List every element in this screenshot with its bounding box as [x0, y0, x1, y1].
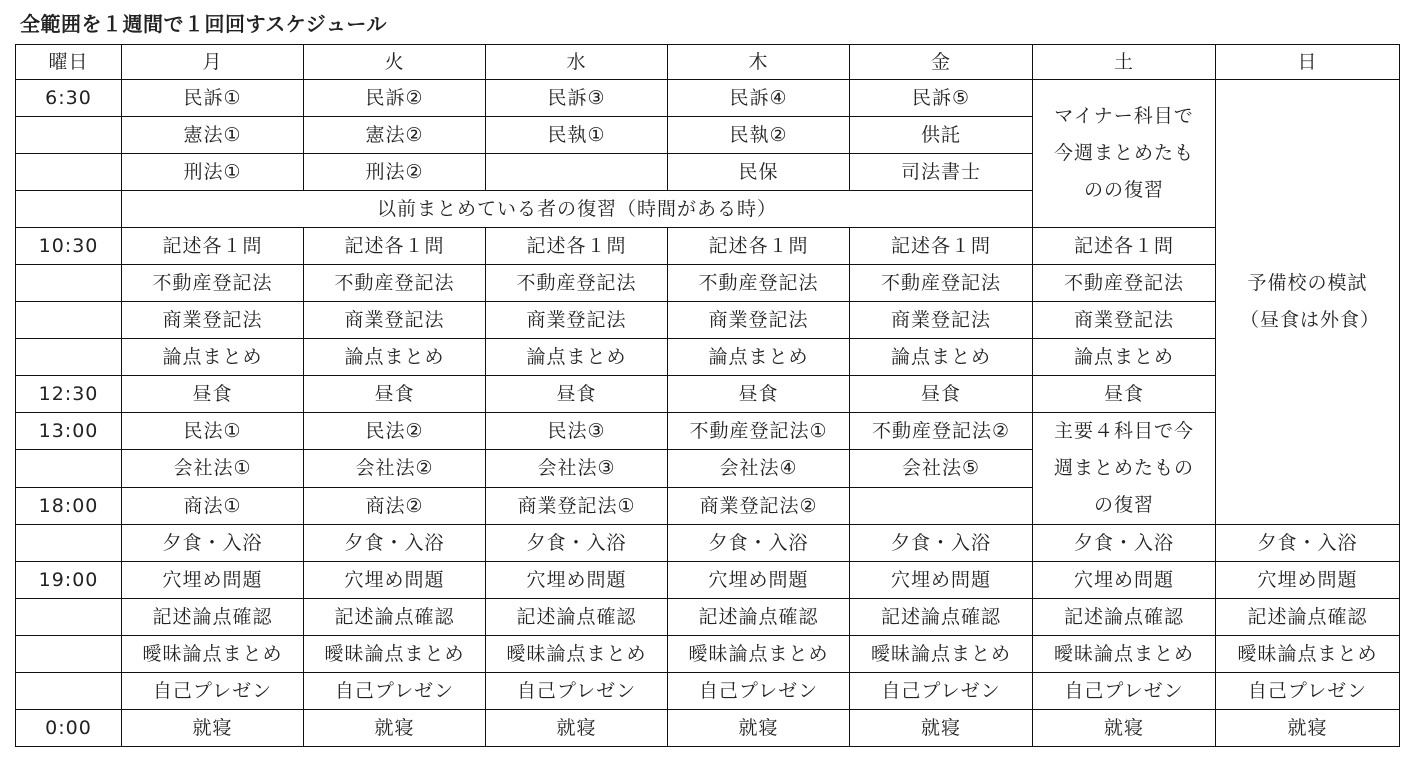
schedule-cell: 民執① — [486, 117, 668, 154]
table-row — [16, 636, 1400, 673]
schedule-cell: 論点まとめ — [1033, 339, 1216, 376]
header-cell: 月 — [122, 45, 304, 80]
table-row — [16, 80, 1400, 117]
schedule-cell: 供託 — [850, 117, 1033, 154]
header-cell: 曜日 — [16, 45, 122, 80]
schedule-cell: 記述各１問 — [1033, 228, 1216, 265]
schedule-cell: 不動産登記法① — [668, 413, 850, 450]
schedule-cell: 商業登記法 — [486, 302, 668, 339]
time-cell: 10:30 — [16, 228, 122, 265]
schedule-cell: 昼食 — [486, 376, 668, 413]
schedule-cell: 穴埋め問題 — [850, 562, 1033, 599]
time-cell — [16, 265, 122, 302]
schedule-cell: 商業登記法 — [122, 302, 304, 339]
time-cell — [16, 339, 122, 376]
schedule-cell: 穴埋め問題 — [1216, 562, 1400, 599]
schedule-table — [15, 44, 1400, 747]
schedule-cell: 民法① — [122, 413, 304, 450]
schedule-cell: 曖昧論点まとめ — [850, 636, 1033, 673]
header-cell: 金 — [850, 45, 1033, 80]
schedule-cell: 民訴② — [304, 80, 486, 117]
schedule-cell: 憲法② — [304, 117, 486, 154]
time-cell — [16, 302, 122, 339]
schedule-cell: 昼食 — [304, 376, 486, 413]
header-cell: 日 — [1216, 45, 1400, 80]
schedule-cell: 自己プレゼン — [486, 673, 668, 710]
header-row — [16, 45, 1400, 80]
saturday-major-review-cell: 主要４科目で今週まとめたものの復習 — [1033, 413, 1216, 525]
table-row — [16, 302, 1400, 339]
schedule-cell: 商法① — [122, 487, 304, 524]
schedule-cell: 曖昧論点まとめ — [122, 636, 304, 673]
schedule-cell: 刑法① — [122, 154, 304, 191]
schedule-cell: 自己プレゼン — [1216, 673, 1400, 710]
time-cell — [16, 191, 122, 228]
schedule-cell: 司法書士 — [850, 154, 1033, 191]
time-cell — [16, 673, 122, 710]
schedule-cell: 不動産登記法 — [850, 265, 1033, 302]
schedule-cell: 論点まとめ — [304, 339, 486, 376]
schedule-cell: 不動産登記法 — [668, 265, 850, 302]
time-cell — [16, 599, 122, 636]
schedule-cell — [850, 487, 1033, 524]
table-row — [16, 376, 1400, 413]
table-row — [16, 228, 1400, 265]
table-row — [16, 413, 1400, 450]
schedule-cell: 就寝 — [850, 710, 1033, 747]
schedule-cell: 夕食・入浴 — [122, 525, 304, 562]
schedule-cell: 刑法② — [304, 154, 486, 191]
schedule-cell: 就寝 — [304, 710, 486, 747]
schedule-cell: 就寝 — [1216, 710, 1400, 747]
schedule-cell: 記述論点確認 — [304, 599, 486, 636]
schedule-cell: 会社法④ — [668, 450, 850, 487]
schedule-cell: 記述論点確認 — [486, 599, 668, 636]
schedule-cell: 記述論点確認 — [122, 599, 304, 636]
schedule-cell: 曖昧論点まとめ — [1033, 636, 1216, 673]
schedule-cell: 会社法③ — [486, 450, 668, 487]
time-cell — [16, 450, 122, 487]
table-row — [16, 710, 1400, 747]
time-cell: 18:00 — [16, 487, 122, 524]
schedule-cell: 昼食 — [122, 376, 304, 413]
time-cell: 12:30 — [16, 376, 122, 413]
schedule-cell: 自己プレゼン — [1033, 673, 1216, 710]
schedule-cell: 民訴① — [122, 80, 304, 117]
schedule-cell: 記述各１問 — [850, 228, 1033, 265]
schedule-cell: 穴埋め問題 — [304, 562, 486, 599]
schedule-cell: 就寝 — [122, 710, 304, 747]
schedule-cell: 夕食・入浴 — [486, 525, 668, 562]
schedule-cell: 就寝 — [486, 710, 668, 747]
schedule-cell: 穴埋め問題 — [1033, 562, 1216, 599]
schedule-cell: 不動産登記法 — [304, 265, 486, 302]
schedule-cell: 会社法① — [122, 450, 304, 487]
schedule-cell: 会社法② — [304, 450, 486, 487]
review-span-cell: 以前まとめている者の復習（時間がある時） — [122, 191, 1033, 228]
schedule-cell: 会社法⑤ — [850, 450, 1033, 487]
sunday-mock-exam-cell: 予備校の模試（昼食は外食） — [1216, 80, 1400, 525]
schedule-cell: 不動産登記法 — [1033, 265, 1216, 302]
schedule-cell: 論点まとめ — [850, 339, 1033, 376]
table-row — [16, 265, 1400, 302]
schedule-cell: 曖昧論点まとめ — [1216, 636, 1400, 673]
schedule-cell: 穴埋め問題 — [668, 562, 850, 599]
schedule-cell: 自己プレゼン — [122, 673, 304, 710]
schedule-cell: 不動産登記法 — [122, 265, 304, 302]
header-cell: 水 — [486, 45, 668, 80]
table-row — [16, 673, 1400, 710]
schedule-cell: 民法② — [304, 413, 486, 450]
schedule-cell: 記述論点確認 — [668, 599, 850, 636]
schedule-cell: 自己プレゼン — [304, 673, 486, 710]
schedule-cell: 商業登記法 — [304, 302, 486, 339]
schedule-cell: 商業登記法 — [1033, 302, 1216, 339]
schedule-cell: 論点まとめ — [668, 339, 850, 376]
schedule-cell: 穴埋め問題 — [122, 562, 304, 599]
schedule-cell: 憲法① — [122, 117, 304, 154]
schedule-cell: 記述論点確認 — [850, 599, 1033, 636]
schedule-cell: 自己プレゼン — [850, 673, 1033, 710]
schedule-cell: 昼食 — [850, 376, 1033, 413]
table-row — [16, 562, 1400, 599]
time-cell — [16, 117, 122, 154]
table-row — [16, 339, 1400, 376]
schedule-cell — [486, 154, 668, 191]
schedule-cell: 記述各１問 — [304, 228, 486, 265]
schedule-cell: 民保 — [668, 154, 850, 191]
schedule-cell: 就寝 — [668, 710, 850, 747]
schedule-cell: 民訴⑤ — [850, 80, 1033, 117]
schedule-cell: 不動産登記法② — [850, 413, 1033, 450]
schedule-cell: 論点まとめ — [122, 339, 304, 376]
schedule-cell: 商業登記法② — [668, 487, 850, 524]
header-cell: 土 — [1033, 45, 1216, 80]
schedule-cell: 穴埋め問題 — [486, 562, 668, 599]
schedule-cell: 商法② — [304, 487, 486, 524]
time-cell: 0:00 — [16, 710, 122, 747]
header-cell: 木 — [668, 45, 850, 80]
schedule-cell: 商業登記法① — [486, 487, 668, 524]
time-cell — [16, 636, 122, 673]
schedule-cell: 昼食 — [668, 376, 850, 413]
schedule-cell: 就寝 — [1033, 710, 1216, 747]
time-cell — [16, 154, 122, 191]
schedule-cell: 記述各１問 — [668, 228, 850, 265]
schedule-cell: 曖昧論点まとめ — [304, 636, 486, 673]
schedule-cell: 昼食 — [1033, 376, 1216, 413]
schedule-cell: 夕食・入浴 — [1216, 525, 1400, 562]
schedule-cell: 不動産登記法 — [486, 265, 668, 302]
table-row — [16, 599, 1400, 636]
time-cell: 19:00 — [16, 562, 122, 599]
schedule-cell: 記述論点確認 — [1033, 599, 1216, 636]
schedule-cell: 民訴③ — [486, 80, 668, 117]
schedule-cell: 曖昧論点まとめ — [668, 636, 850, 673]
time-cell: 13:00 — [16, 413, 122, 450]
page-title: 全範囲を１週間で１回回すスケジュール — [20, 12, 387, 36]
schedule-cell: 曖昧論点まとめ — [486, 636, 668, 673]
schedule-cell: 記述各１問 — [122, 228, 304, 265]
time-cell — [16, 525, 122, 562]
schedule-cell: 民訴④ — [668, 80, 850, 117]
schedule-cell: 民執② — [668, 117, 850, 154]
time-cell: 6:30 — [16, 80, 122, 117]
schedule-cell: 商業登記法 — [668, 302, 850, 339]
schedule-cell: 商業登記法 — [850, 302, 1033, 339]
schedule-cell: 夕食・入浴 — [668, 525, 850, 562]
schedule-cell: 記述論点確認 — [1216, 599, 1400, 636]
header-cell: 火 — [304, 45, 486, 80]
schedule-cell: 夕食・入浴 — [1033, 525, 1216, 562]
table-row — [16, 525, 1400, 562]
saturday-minor-review-cell: マイナー科目で今週まとめたものの復習 — [1033, 80, 1216, 228]
schedule-cell: 自己プレゼン — [668, 673, 850, 710]
schedule-cell: 記述各１問 — [486, 228, 668, 265]
schedule-cell: 夕食・入浴 — [304, 525, 486, 562]
schedule-cell: 民法③ — [486, 413, 668, 450]
schedule-cell: 夕食・入浴 — [850, 525, 1033, 562]
schedule-cell: 論点まとめ — [486, 339, 668, 376]
